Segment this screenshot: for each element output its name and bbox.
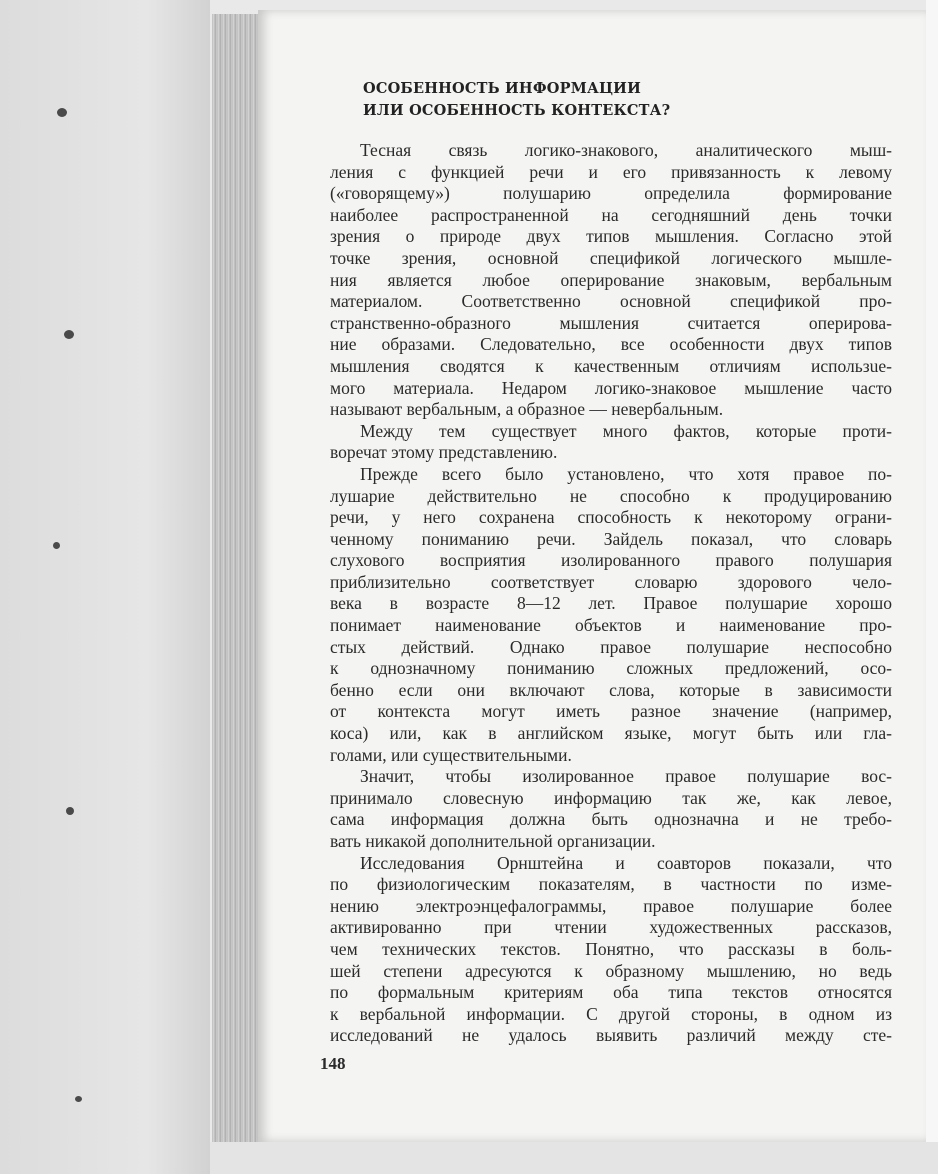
text-line: ченному пониманию речи. Зайдель показал, что словарь	[330, 528, 892, 549]
binding-hole-4	[66, 807, 74, 815]
text-line: по формальным критериям оба типа текстов относятся	[330, 982, 892, 1003]
text-line: воречат этому представлению.	[330, 442, 558, 463]
facing-page	[0, 0, 210, 1174]
text-line: стых действий. Однако правое полушарие неспособно	[330, 636, 892, 657]
text-line: принимало словесную информацию так же, как левое,	[330, 787, 892, 808]
text-line: наиболее распространенной на сегодняшний день точки	[330, 204, 892, 225]
text-line: речи, у него сохранена способность к некоторому ограни-	[330, 507, 892, 528]
text-line: коса) или, как в английском языке, могут быть или гла-	[330, 723, 892, 744]
text-line: Исследования Орнштейна и соавторов показали, что	[360, 852, 892, 873]
book-page-edges	[212, 14, 260, 1144]
text-line: шей степени адресуются к образному мышлению, но ведь	[330, 960, 892, 981]
text-line: голами, или существительными.	[330, 744, 572, 765]
text-line: зрения о природе двух типов мышления. Согласно этой	[330, 226, 892, 247]
section-heading	[363, 78, 763, 122]
text-line: по физиологическим показателям, в частности по изме-	[330, 874, 892, 895]
text-line: понимает наименование объектов и наименование про-	[330, 615, 892, 636]
text-line: ления с функцией речи и его привязанность к левому	[330, 161, 892, 182]
binding-hole-3	[53, 542, 60, 549]
text-line: называют вербальным, а образное — невербальным.	[330, 399, 724, 420]
text-line: нению электроэнцефалограммы, правое полушарие более	[330, 895, 892, 916]
binding-hole-2	[64, 330, 74, 339]
text-line: активированно при чтении художественных рассказов,	[330, 917, 892, 938]
text-line: ние образами. Следовательно, все особенности двух типов	[330, 334, 892, 355]
heading-line-2: ИЛИ ОСОБЕННОСТЬ КОНТЕКСТА?	[363, 102, 671, 119]
binding-hole-1	[57, 108, 67, 117]
text-line: чем технических текстов. Понятно, что рассказы в боль-	[330, 938, 892, 959]
text-line: слухового восприятия изолированного правого полушария	[330, 550, 892, 571]
right-margin	[926, 0, 938, 1174]
text-line: Прежде всего было установлено, что хотя правое по-	[360, 463, 892, 484]
text-line: мышления сводятся к качественным отличиям использue-	[330, 355, 892, 376]
text-line: мого материала. Недаром логико-знаковое мышление часто	[330, 377, 892, 398]
text-line: странственно-образного мышления считается оперирова-	[330, 312, 892, 333]
page-number: 148	[320, 1054, 346, 1073]
text-line: («говорящему») полушарию определила формирование	[330, 183, 892, 204]
text-line: точке зрения, основной спецификой логического мышле-	[330, 247, 892, 268]
text-line: исследований не удалось выявить различий между сте-	[330, 1025, 892, 1046]
text-line: вать никакой дополнительной организации.	[330, 831, 656, 851]
text-line: материалом. Соответственно основной спецификой про-	[330, 291, 892, 312]
text-line: бенно если они включают слова, которые в зависимости	[330, 679, 892, 700]
text-line: Между тем существует много фактов, которые проти-	[360, 420, 892, 441]
text-line: приблизительно соответствует словарю здорового чело-	[330, 571, 892, 592]
text-line: сама информация должна быть однозначна и не требо-	[330, 809, 892, 830]
text-line: Значит, чтобы изолированное правое полушарие вос-	[360, 766, 892, 787]
text-line: века в возрасте 8—12 лет. Правое полушарие хорошо	[330, 593, 892, 614]
text-line: к однозначному пониманию сложных предложений, осо-	[330, 658, 892, 679]
text-line: к вербальной информации. С другой стороны, в одном из	[330, 1003, 892, 1024]
binding-hole-5	[75, 1096, 82, 1102]
text-line: от контекста могут иметь разное значение (например,	[330, 701, 892, 722]
heading-line-1: ОСОБЕННОСТЬ ИНФОРМАЦИИ	[363, 80, 641, 97]
text-line: лушарие действительно не способно к продуцированию	[330, 485, 892, 506]
body-text	[330, 140, 892, 1047]
text-line: Тесная связь логико-знакового, аналитического мыш-	[360, 140, 892, 160]
bottom-margin	[210, 1142, 938, 1174]
text-line: ния является любое оперирование знаковым, вербальным	[330, 269, 892, 290]
